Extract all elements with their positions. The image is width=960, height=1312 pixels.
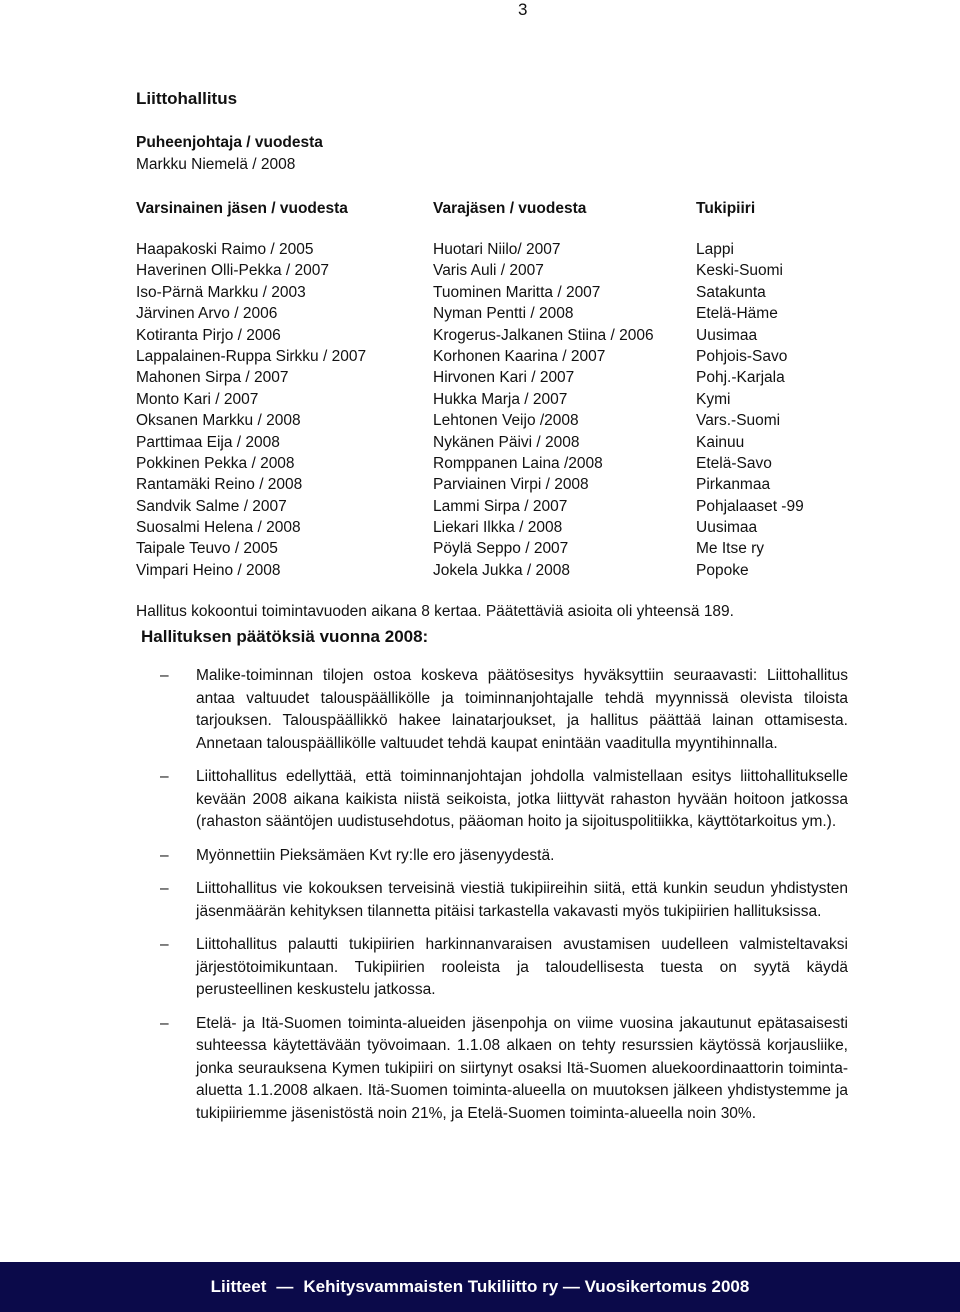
district-cell: Satakunta — [696, 283, 766, 301]
district-cell: Pohjalaaset -99 — [696, 497, 804, 515]
member-cell: Vimpari Heino / 2008 — [136, 561, 281, 579]
deputy-cell: Parviainen Virpi / 2008 — [433, 476, 589, 494]
deputies-column-header: Varajäsen / vuodesta — [433, 200, 587, 217]
district-cell: Popoke — [696, 561, 749, 579]
decision-text: Liittohallitus vie kokouksen terveisinä viestiä tukipiireihin siitä, että kunkin seudun yhdistysten jäsenmäärän kehityksen tilannetta pitäisi tarkastella vakavasti myös tukipiirien hallituksissa. — [196, 880, 848, 920]
member-cell: Parttimaa Eija / 2008 — [136, 433, 280, 451]
districts-column — [696, 198, 804, 581]
district-cell: Keski-Suomi — [696, 262, 783, 280]
dash-bullet: – — [160, 768, 169, 785]
districts-list — [696, 239, 804, 581]
deputy-cell: Lammi Sirpa / 2007 — [433, 497, 568, 515]
district-cell: Pirkanmaa — [696, 476, 771, 494]
member-cell: Rantamäki Reino / 2008 — [136, 476, 303, 494]
footer-text: Kehitysvammaisten Tukiliitto ry — Vuosikertomus 2008 — [303, 1277, 750, 1296]
member-cell: Mahonen Sirpa / 2007 — [136, 369, 289, 387]
member-cell: Suosalmi Helena / 2008 — [136, 519, 301, 537]
footer-label: Liitteet — [210, 1277, 267, 1296]
footer-dash: — — [276, 1277, 294, 1296]
decision-item — [160, 878, 848, 923]
deputy-cell: Pöylä Seppo / 2007 — [433, 540, 569, 558]
district-cell: Pohjois-Savo — [696, 347, 788, 365]
district-cell: Pohj.-Karjala — [696, 369, 785, 387]
decision-item — [160, 1013, 848, 1126]
decision-text: Liittohallitus palautti tukipiirien harkinnanvaraisen avustamisen uudelleen valmisteltavaksi järjestötoimikuntaan. Tukipiirien rooleista ja taloudellisesta tuesta on syytä käydä perusteellinen keskustelu jatkossa. — [196, 936, 848, 998]
deputies-column — [433, 198, 654, 581]
members-column — [136, 198, 366, 581]
deputy-cell: Lehtonen Veijo /2008 — [433, 412, 579, 430]
dash-bullet: – — [160, 936, 169, 953]
section-title: Liittohallitus — [136, 89, 238, 108]
deputy-cell: Korhonen Kaarina / 2007 — [433, 347, 606, 365]
deputy-cell: Liekari Ilkka / 2008 — [433, 519, 563, 537]
deputy-cell: Nykänen Päivi / 2008 — [433, 433, 580, 451]
decision-item — [160, 665, 848, 755]
meeting-summary: Hallitus kokoontui toimintavuoden aikana 8 kertaa. Päätettäviä asioita oli yhteensä 189. — [136, 603, 734, 620]
dash-bullet: – — [160, 846, 169, 864]
decision-text: Malike-toiminnan tilojen ostoa koskeva päätösesitys hyväksyttiin seuraavasti: Liittohallitus antaa valtuudet talouspäällikölle ja toiminnanjohtajalle tehdä myynnissä olevista tiloista tarjouksen. Talouspäällikkö hakee lainatarjoukset, ja hallitus päättää lainan ottamisesta. Annetaan talouspäällikölle valtuudet tehdä kaupat enintään vaaditulla myyntihinnalla. — [196, 667, 848, 752]
district-cell: Lappi — [696, 241, 734, 258]
chair-heading: Puheenjohtaja / vuodesta — [136, 134, 323, 151]
deputy-cell: Hirvonen Kari / 2007 — [433, 369, 575, 387]
member-cell: Kotiranta Pirjo / 2006 — [136, 326, 281, 344]
decisions-list — [160, 665, 848, 1136]
dash-bullet: – — [160, 1014, 169, 1032]
deputy-cell: Huotari Niilo/ 2007 — [433, 241, 561, 258]
district-cell: Me Itse ry — [696, 540, 765, 558]
member-cell: Pokkinen Pekka / 2008 — [136, 454, 295, 472]
chair-name: Markku Niemelä / 2008 — [136, 156, 296, 173]
decision-text: Myönnettiin Pieksämäen Kvt ry:lle ero jäsenyydestä. — [196, 846, 555, 864]
dash-bullet: – — [160, 667, 169, 684]
members-list — [136, 239, 366, 581]
member-cell: Monto Kari / 2007 — [136, 390, 259, 408]
district-cell: Etelä-Häme — [696, 305, 778, 323]
decision-item — [160, 845, 848, 868]
member-cell: Haverinen Olli-Pekka / 2007 — [136, 262, 329, 280]
districts-column-header: Tukipiiri — [696, 200, 756, 217]
district-cell: Vars.-Suomi — [696, 412, 781, 430]
member-cell: Järvinen Arvo / 2006 — [136, 305, 278, 323]
deputy-cell: Romppanen Laina /2008 — [433, 454, 603, 472]
member-cell: Haapakoski Raimo / 2005 — [136, 241, 314, 258]
district-cell: Uusimaa — [696, 326, 758, 344]
dash-bullet: – — [160, 880, 169, 897]
member-cell: Oksanen Markku / 2008 — [136, 412, 301, 430]
deputy-cell: Hukka Marja / 2007 — [433, 390, 568, 408]
deputies-list — [433, 239, 654, 581]
page-number: 3 — [518, 0, 528, 19]
district-cell: Etelä-Savo — [696, 454, 772, 472]
member-cell: Sandvik Salme / 2007 — [136, 497, 287, 515]
decisions-heading: Hallituksen päätöksiä vuonna 2008: — [141, 627, 429, 646]
member-cell: Taipale Teuvo / 2005 — [136, 540, 278, 558]
members-column-header: Varsinainen jäsen / vuodesta — [136, 200, 348, 217]
member-cell: Lappalainen-Ruppa Sirkku / 2007 — [136, 347, 367, 365]
district-cell: Kymi — [696, 390, 731, 408]
district-cell: Uusimaa — [696, 519, 758, 537]
decision-text: Etelä- ja Itä-Suomen toiminta-alueiden jäsenpohja on viime vuosina jakautunut epätasaisesti suhteessa käytettävään työvoimaan. 1.1.08 alkaen on tehty resurssien käytössä korjausliike, jonka seurauksena Kymen tukipiiri on siirtynyt osaksi Itä-Suomen aluekoordinaattorin toiminta-aluetta 1.1.2008 alkaen. Itä-Suomen toiminta-alueella on muutoksen jälkeen yhdistystemme ja tukipiiriemme jäsenistöstä noin 21%, ja Etelä-Suomen toiminta-alueella noin 30%. — [196, 1014, 848, 1122]
member-cell: Iso-Pärnä Markku / 2003 — [136, 283, 306, 301]
decision-text: Liittohallitus edellyttää, että toiminnanjohtajan johdolla valmistellaan esitys liittohallitukselle kevään 2008 aikana kaikista niistä seikoista, jotka liittyvät rahaston hyvään hoitoon jatkossa (rahaston sääntöjen uudistusehdotus, pääoman hoito ja sijoituspolitiikka, käyttötarkoitus ym.). — [196, 768, 848, 830]
deputy-cell: Nyman Pentti / 2008 — [433, 305, 574, 323]
district-cell: Kainuu — [696, 433, 745, 451]
deputy-cell: Tuominen Maritta / 2007 — [433, 283, 601, 301]
deputy-cell: Krogerus-Jalkanen Stiina / 2006 — [433, 326, 654, 344]
decision-item — [160, 934, 848, 1002]
footer-bar — [0, 1262, 960, 1312]
decision-item — [160, 766, 848, 834]
deputy-cell: Varis Auli / 2007 — [433, 262, 544, 280]
deputy-cell: Jokela Jukka / 2008 — [433, 561, 571, 579]
